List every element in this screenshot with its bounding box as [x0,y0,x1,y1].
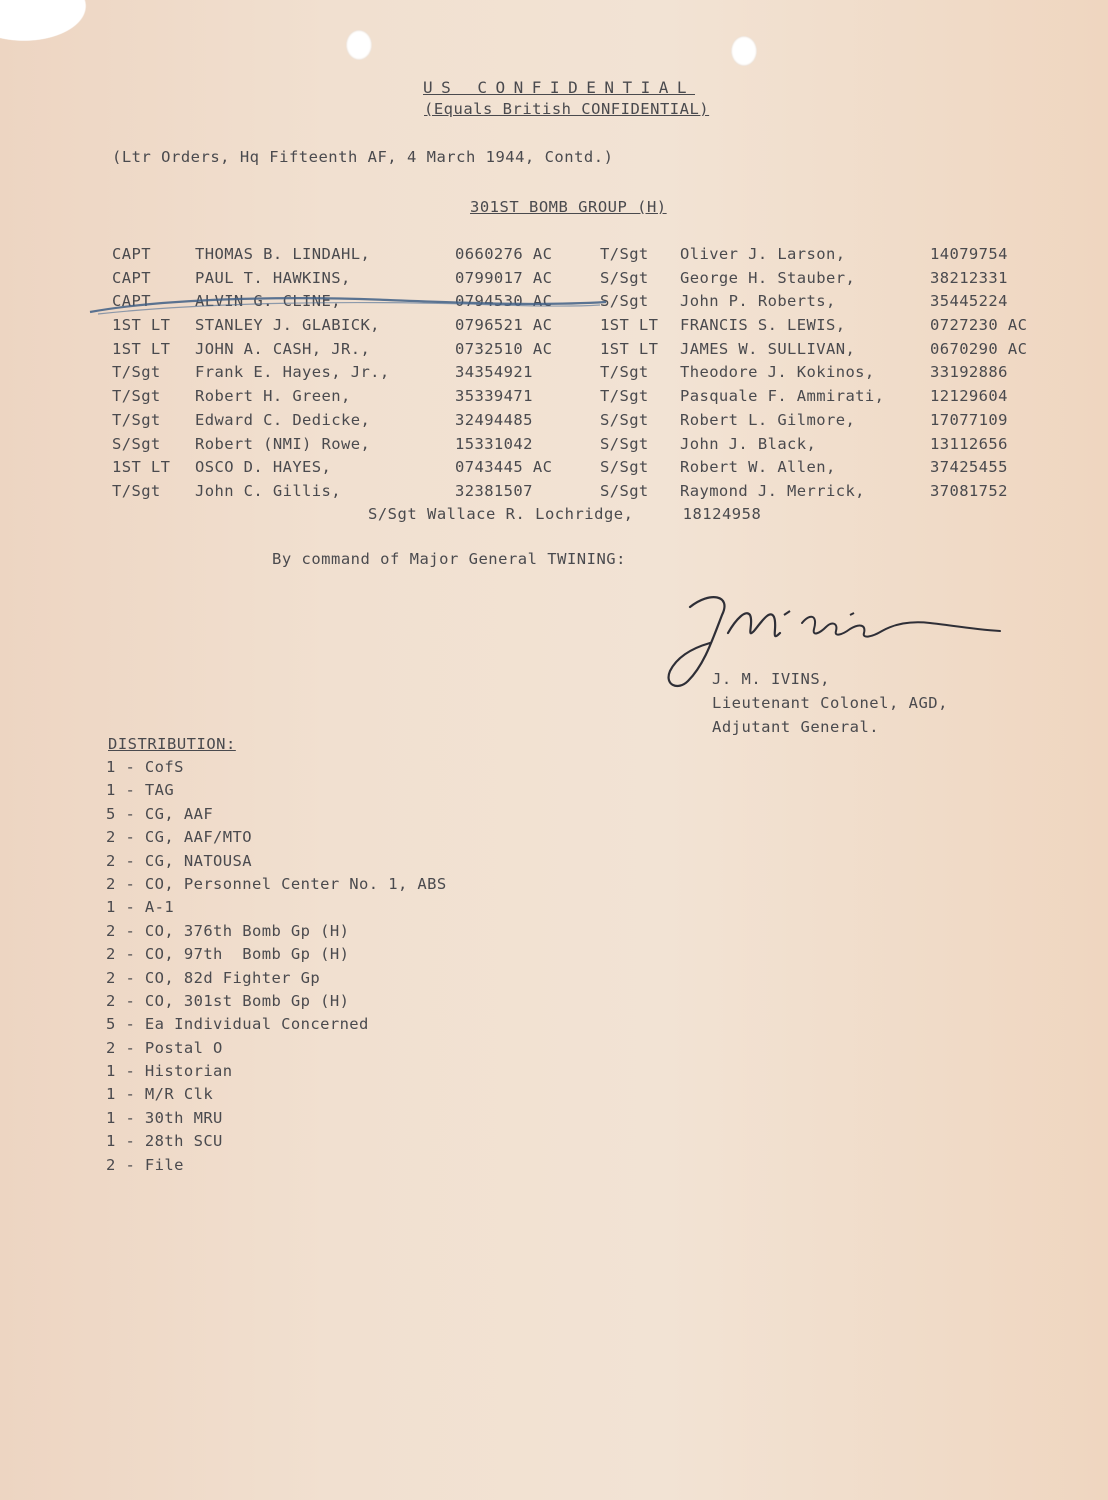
roster-cell: 14079754 [930,245,1008,263]
roster-cell: PAUL T. HAWKINS, [195,268,351,287]
list-item: 2 - CG, NATOUSA [106,851,252,870]
roster-cell: THOMAS B. LINDAHL, [195,245,371,263]
roster-cell: CAPT [112,245,151,263]
list-item: 2 - CO, 82d Fighter Gp [106,968,321,987]
roster-cell: S/Sgt [600,434,649,453]
roster-cell: Robert W. Allen, [680,458,836,477]
roster-cell: 37425455 [930,458,1008,477]
roster-cell: 0670290 AC [930,339,1028,358]
roster-cell: 35445224 [930,292,1008,311]
list-item: 2 - Postal O [106,1038,223,1057]
roster-cell: T/Sgt [600,245,649,263]
roster-cell: T/Sgt [600,363,649,382]
roster-cell: 0727230 AC [930,316,1028,335]
roster-cell: 15331042 [455,434,533,453]
roster-cell: FRANCIS S. LEWIS, [680,316,846,335]
roster-cell: 1ST LT [112,339,171,358]
classification-header: US CONFIDENTIAL [423,78,695,97]
list-item: 2 - File [106,1155,184,1174]
roster-cell: 32381507 [455,481,533,500]
roster-cell: JAMES W. SULLIVAN, [680,339,856,358]
list-item: 1 - 30th MRU [106,1108,223,1127]
torn-corner [0,0,120,60]
roster-cell: 1ST LT [112,458,171,477]
roster-rank-column-b [600,245,680,506]
roster-rank-column-a [112,245,197,506]
roster-cell: CAPT [112,292,151,311]
roster-cell: Theodore J. Kokinos, [680,363,875,382]
roster-cell: T/Sgt [600,387,649,406]
roster-cell: S/Sgt [600,481,649,500]
roster-cell: 32494485 [455,410,533,429]
roster-cell: Pasquale F. Ammirati, [680,387,885,406]
distribution-heading: DISTRIBUTION: [108,735,236,753]
roster-cell: STANLEY J. GLABICK, [195,316,380,335]
signer-name: J. M. IVINS, [712,670,830,688]
roster-cell: John P. Roberts, [680,292,836,311]
roster-cell: CAPT [112,268,151,287]
list-item: 2 - CG, AAF/MTO [106,828,252,847]
roster-cell: ALVIN G. CLINE, [195,292,341,311]
roster-cell: 34354921 [455,363,533,382]
roster-name-column-a [195,245,450,506]
list-item: 1 - A-1 [106,898,175,917]
roster-cell: 1ST LT [112,316,171,335]
group-title: 301ST BOMB GROUP (H) [470,198,667,216]
roster-cell: 1ST LT [600,339,659,358]
list-item: 2 - CO, Personnel Center No. 1, ABS [106,874,447,893]
roster-cell: 13112656 [930,434,1008,453]
roster-cell: 12129604 [930,387,1008,406]
roster-cell: 17077109 [930,410,1008,429]
punch-hole [346,30,372,60]
signer-title: Lieutenant Colonel, AGD, [712,694,948,712]
roster-cell: 0794530 AC [455,292,553,311]
roster-cell: Raymond J. Merrick, [680,481,865,500]
list-item: 1 - CofS [106,758,184,776]
roster-cell: 33192886 [930,363,1008,382]
roster-cell: 0799017 AC [455,268,553,287]
roster-cell: George H. Stauber, [680,268,856,287]
handwritten-signature [650,585,1030,695]
order-reference: (Ltr Orders, Hq Fifteenth AF, 4 March 1944, Contd.) [112,148,614,166]
list-item: 2 - CO, 376th Bomb Gp (H) [106,921,350,940]
list-item: 2 - CO, 301st Bomb Gp (H) [106,991,350,1010]
classification-equivalent: (Equals British CONFIDENTIAL) [424,100,710,118]
roster-cell: Frank E. Hayes, Jr., [195,363,390,382]
roster-cell: S/Sgt [600,292,649,311]
roster-cell: 0743445 AC [455,458,553,477]
roster-number-column-a [455,245,595,506]
roster-cell: T/Sgt [112,410,161,429]
roster-cell: Robert (NMI) Rowe, [195,434,371,453]
roster-cell: T/Sgt [112,363,161,382]
punch-hole [731,36,757,66]
list-item: 5 - Ea Individual Concerned [106,1015,369,1034]
roster-cell: 1ST LT [600,316,659,335]
roster-cell: John C. Gillis, [195,481,341,500]
list-item: 1 - Historian [106,1062,233,1081]
roster-cell: JOHN A. CASH, JR., [195,339,371,358]
roster-cell: Robert H. Green, [195,387,351,406]
roster-cell: Edward C. Dedicke, [195,410,371,429]
roster-cell: 0660276 AC [455,245,553,263]
list-item: 1 - 28th SCU [106,1132,223,1151]
list-item: 1 - M/R Clk [106,1085,214,1104]
roster-cell: 37081752 [930,481,1008,500]
roster-cell: T/Sgt [112,387,161,406]
roster-cell: S/Sgt [112,434,161,453]
roster-cell: OSCO D. HAYES, [195,458,332,477]
roster-cell: 38212331 [930,268,1008,287]
roster-cell: 0732510 AC [455,339,553,358]
roster-cell: John J. Black, [680,434,817,453]
roster-cell: Robert L. Gilmore, [680,410,856,429]
roster-cell: Oliver J. Larson, [680,245,846,263]
roster-name-column-b [680,245,930,506]
command-line: By command of Major General TWINING: [272,550,626,568]
signer-role: Adjutant General. [712,718,880,736]
list-item: 5 - CG, AAF [106,804,214,823]
roster-number-column-b [930,245,1070,506]
roster-cell: S/Sgt [600,410,649,429]
roster-cell: S/Sgt [600,458,649,477]
distribution-list [106,758,447,1179]
list-item: 2 - CO, 97th Bomb Gp (H) [106,945,350,964]
roster-cell: S/Sgt [600,268,649,287]
list-item: 1 - TAG [106,781,175,800]
pen-strikethrough [88,292,608,316]
roster-cell: T/Sgt [112,481,161,500]
roster-last-entry: S/Sgt Wallace R. Lochridge, 18124958 [368,505,762,523]
roster-cell: 35339471 [455,387,533,406]
roster-cell: 0796521 AC [455,316,553,335]
